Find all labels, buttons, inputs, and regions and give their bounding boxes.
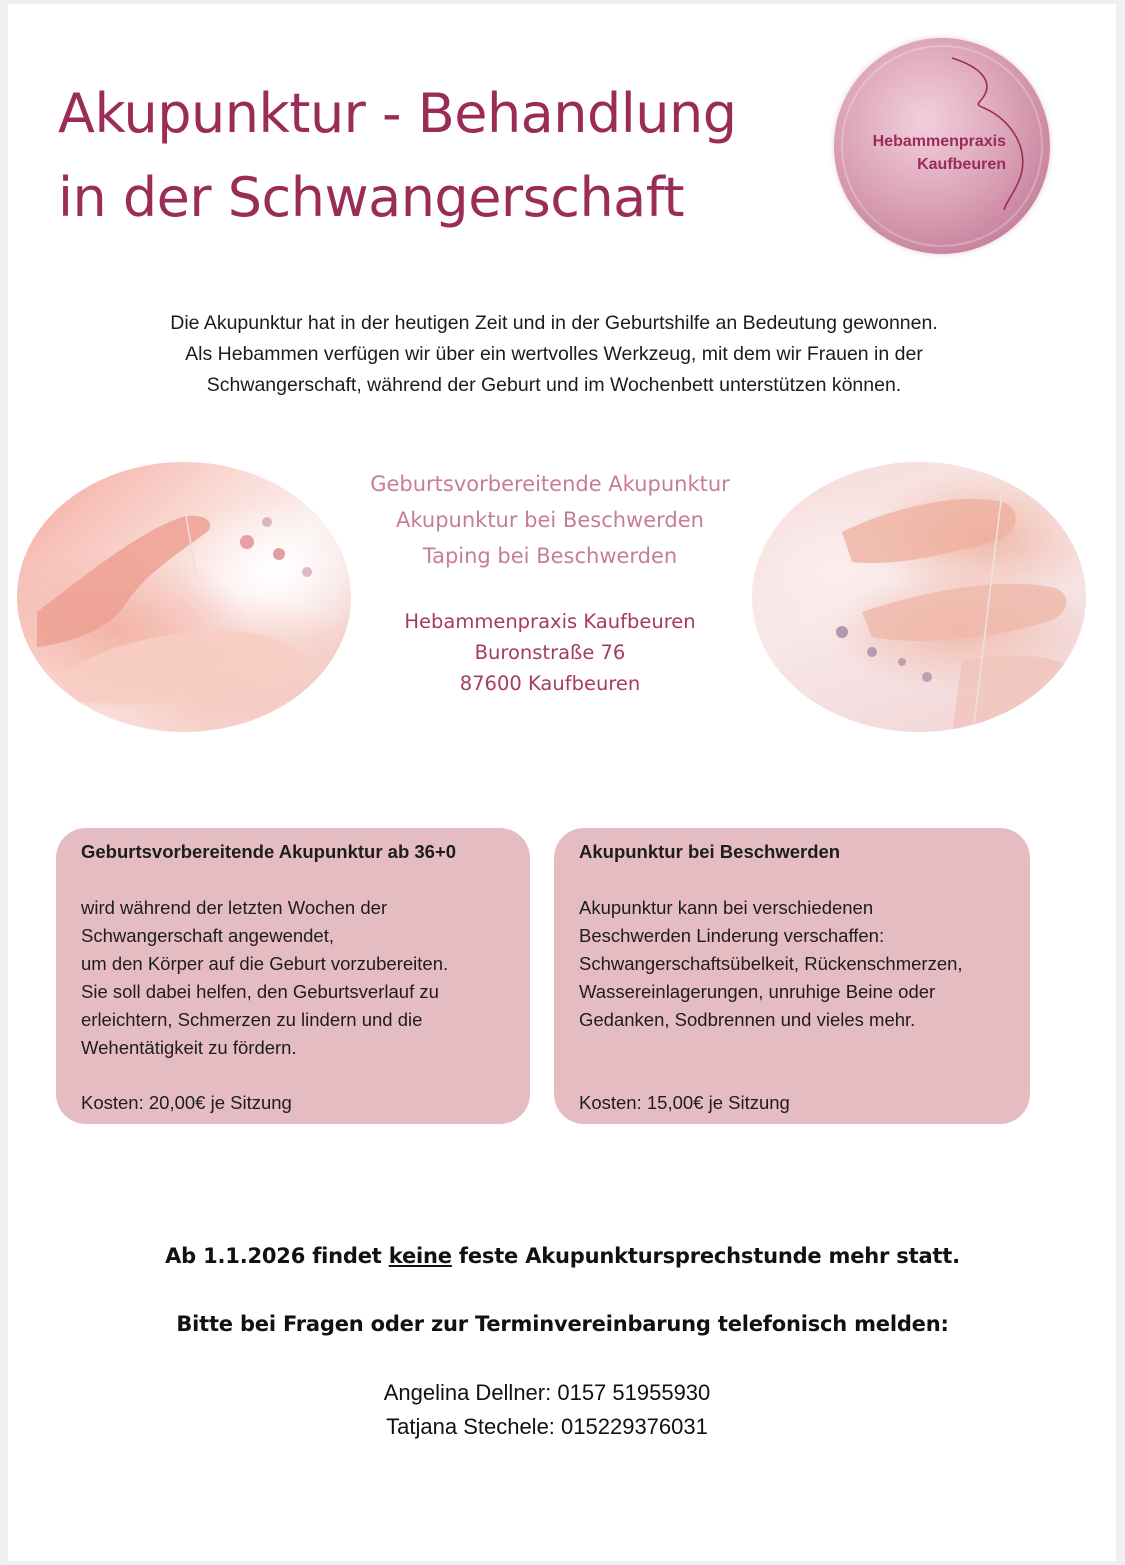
consultation-notice	[0, 1244, 1125, 1268]
contact-phone: Angelina Dellner: 0157 51955930	[383, 1380, 711, 1405]
card-body-line: Sie soll dabei helfen, den Geburtsverlauf zu	[81, 981, 439, 1002]
card-body-line: erleichtern, Schmerzen zu lindern und die	[81, 1009, 423, 1030]
card-body-line: wird während der letzten Wochen der	[81, 897, 388, 918]
notice-text-before: Ab 1.1.2026 findet	[165, 1244, 389, 1268]
needle-fingers-photo	[752, 462, 1086, 732]
logo-line-2: Kaufbeuren	[917, 156, 1006, 173]
page-title	[58, 72, 818, 240]
logo-text	[873, 130, 1006, 176]
notice-emphasis: keine	[388, 1244, 452, 1268]
title-line-2: in der Schwangerschaft	[58, 166, 685, 229]
card-body-line: Akupunktur kann bei verschiedenen	[579, 897, 874, 918]
intro-line-3: Schwangerschaft, während der Geburt und im Wochenbett unterstützen können.	[206, 374, 902, 396]
address-street: Buronstraße 76	[474, 641, 626, 664]
practice-logo	[834, 38, 1050, 254]
card-body-line: Wassereinlagerungen, unruhige Beine oder	[579, 981, 936, 1002]
card-body-line: Beschwerden Linderung verschaffen:	[579, 925, 885, 946]
address-name: Hebammenpraxis Kaufbeuren	[404, 610, 696, 633]
card-body	[579, 894, 963, 1034]
card-body-line: Gedanken, Sodbrennen und vieles mehr.	[579, 1009, 916, 1030]
intro-paragraph	[40, 308, 1068, 401]
contact-list	[0, 1376, 1094, 1444]
birth-prep-card	[56, 828, 530, 1124]
logo-line-1: Hebammenpraxis	[872, 133, 1006, 150]
service-item: Taping bei Beschwerden	[422, 544, 678, 568]
complaints-card	[554, 828, 1030, 1124]
card-title: Akupunktur bei Beschwerden	[579, 841, 841, 862]
services-list	[330, 466, 770, 574]
card-body-line: Schwangerschaft angewendet,	[81, 925, 335, 946]
title-line-1: Akupunktur - Behandlung	[58, 82, 737, 145]
card-body	[81, 894, 448, 1062]
contact-phone: Tatjana Stechele: 015229376031	[386, 1414, 708, 1439]
card-cost: Kosten: 20,00€ je Sitzung	[81, 1092, 292, 1113]
contact-request: Bitte bei Fragen oder zur Terminvereinbarung telefonisch melden:	[176, 1312, 949, 1336]
card-body-line: Wehentätigkeit zu fördern.	[81, 1037, 297, 1058]
intro-line-2: Als Hebammen verfügen wir über ein wertvolles Werkzeug, mit dem wir Frauen in der	[185, 343, 923, 365]
service-item: Akupunktur bei Beschwerden	[396, 508, 704, 532]
card-body-line: um den Körper auf die Geburt vorzubereiten.	[81, 953, 449, 974]
service-item: Geburtsvorbereitende Akupunktur	[370, 472, 730, 496]
card-body-line: Schwangerschaftsübelkeit, Rückenschmerzen,	[579, 953, 963, 974]
practice-address	[330, 606, 770, 699]
card-cost: Kosten: 15,00€ je Sitzung	[579, 1092, 790, 1113]
address-city: 87600 Kaufbeuren	[459, 672, 641, 695]
acupuncture-hands-photo	[17, 462, 351, 732]
notice-text-after: feste Akupunktursprechstunde mehr statt.	[451, 1244, 960, 1268]
card-title: Geburtsvorbereitende Akupunktur ab 36+0	[81, 841, 457, 862]
intro-line-1: Die Akupunktur hat in der heutigen Zeit und in der Geburtshilfe an Bedeutung gewonnen.	[170, 312, 938, 334]
